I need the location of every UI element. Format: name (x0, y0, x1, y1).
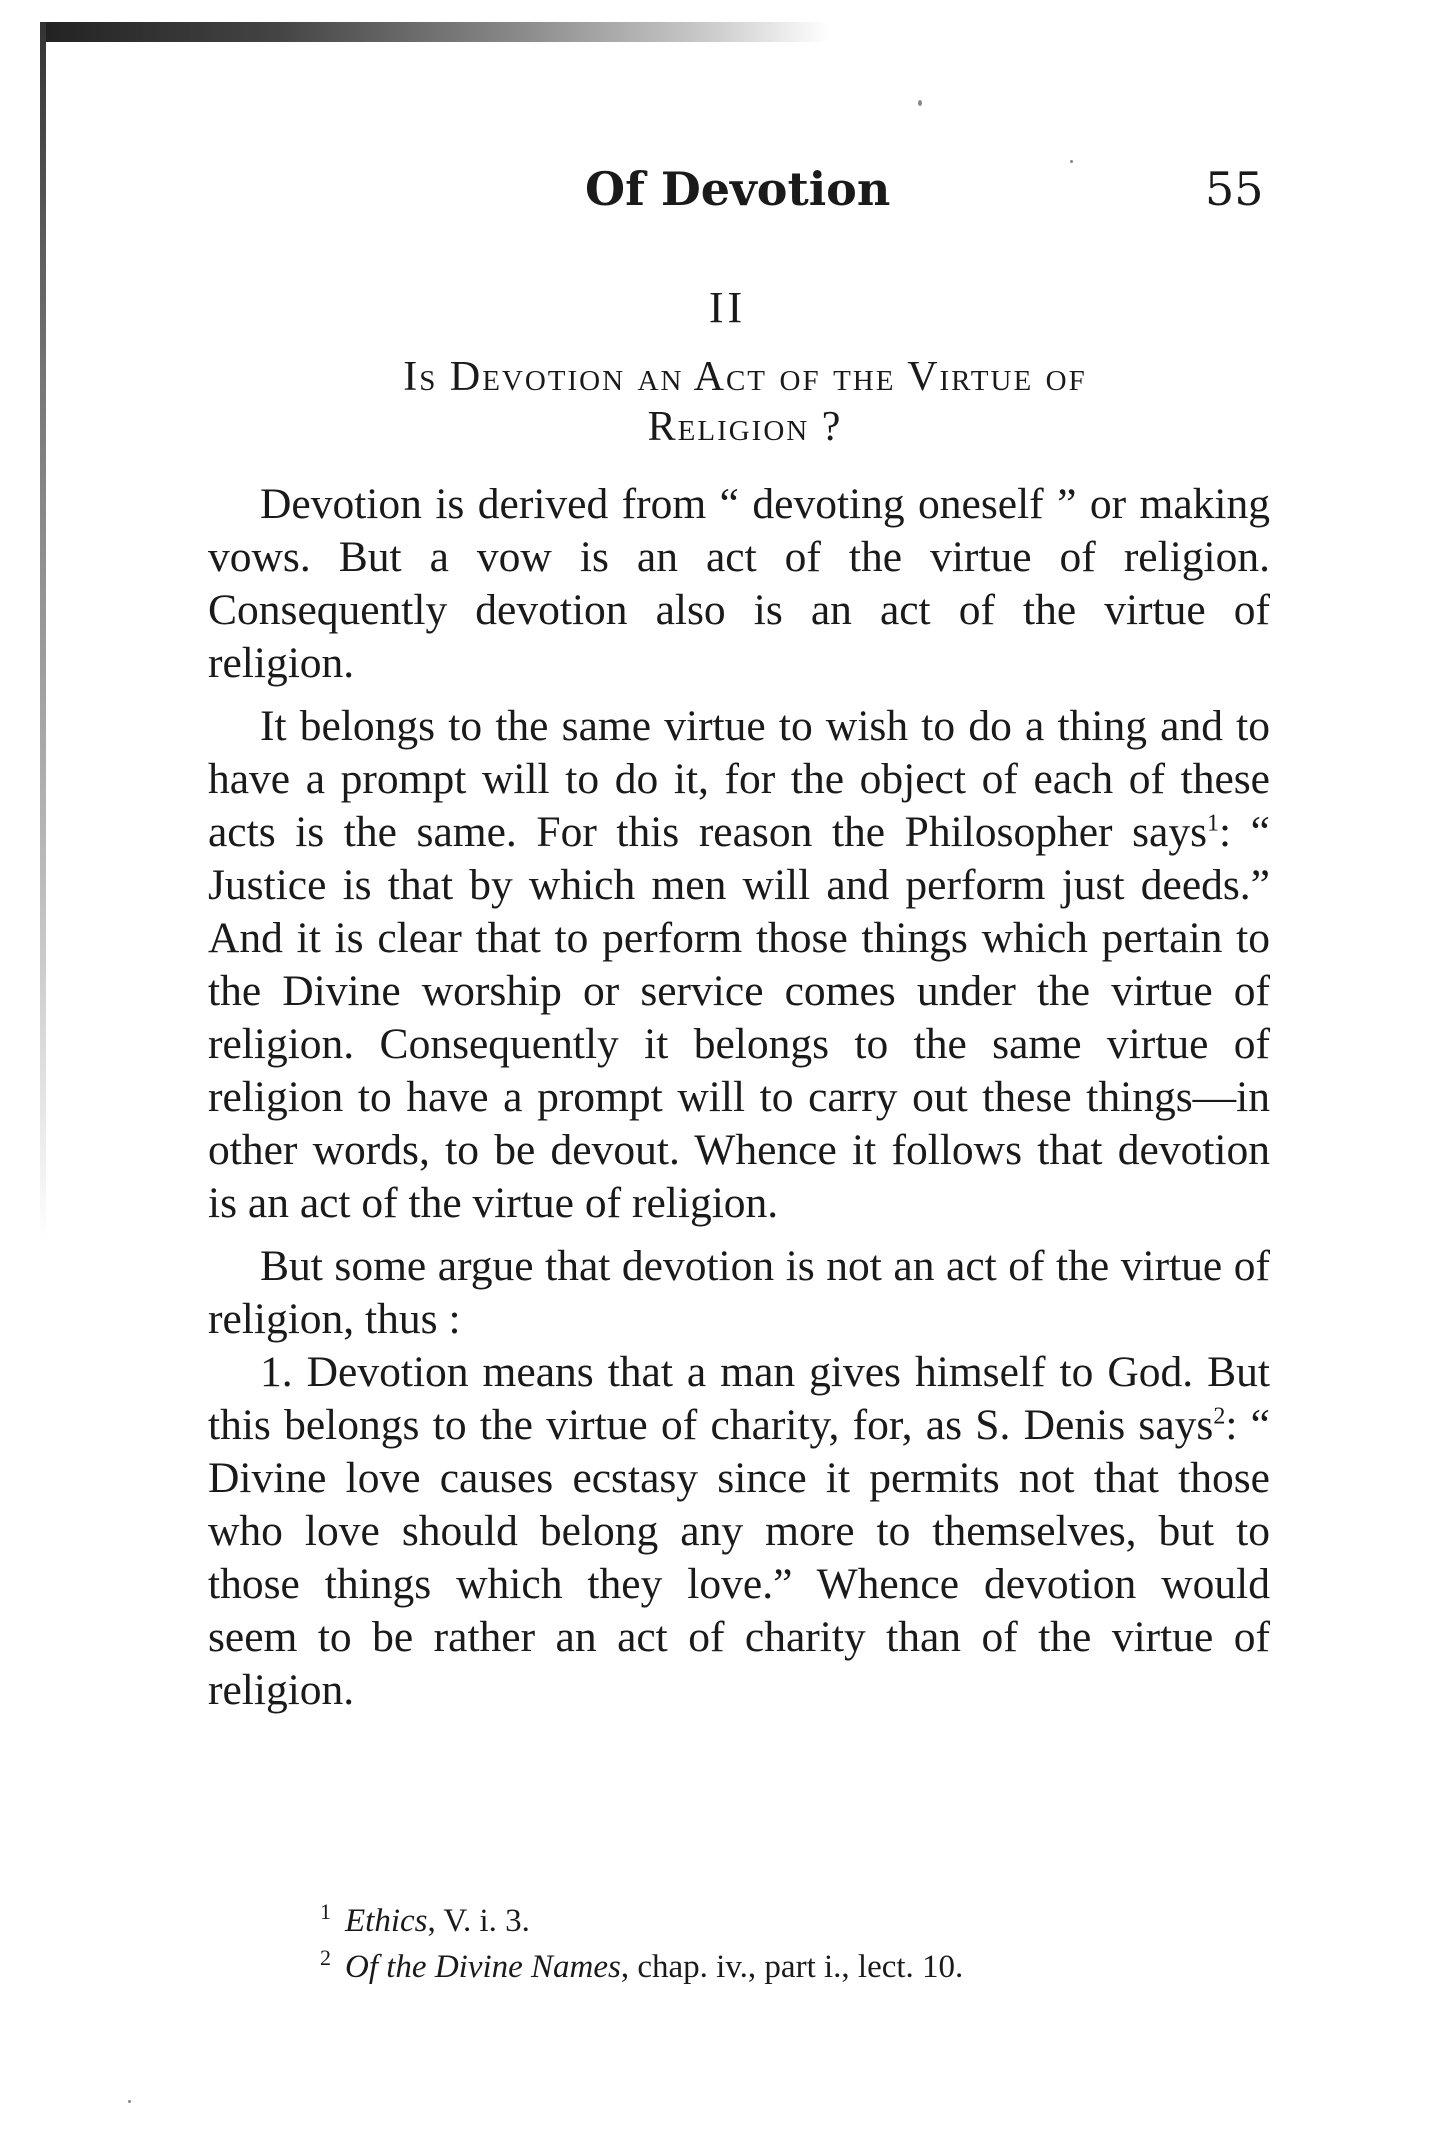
footnote-ref-2: 2 (1213, 1403, 1226, 1430)
paragraph-2-text-a: It belongs to the same virtue to wish to do a thing and to have a prompt will to do it, for the object of each of these acts is the same. For this reason the Philosopher says (208, 702, 1270, 856)
footnote-1-title: Ethics (345, 1903, 428, 1939)
section-heading (280, 352, 1210, 452)
footnote-2 (320, 1944, 1270, 1990)
paragraph-2-text-b: : “ Justice is that by which men will and perform just deeds.” And it is clear that to perform those things which pertain to the Divine worship or service comes under the virtue of religion. Consequently it belongs to the same virtue of religion to have a prompt will to carry out these things—in other words, to be devout. Whence it follows that devotion is an act of the virtue of religion. (208, 808, 1270, 1227)
section-heading-line-2: Religion ? (647, 404, 843, 450)
paragraph-4 (208, 1346, 1270, 1717)
scan-speck (918, 100, 922, 106)
scan-speck (1070, 160, 1073, 163)
footnote-ref-1: 1 (1207, 810, 1219, 837)
paragraph-4-text-a: 1. Devotion means that a man gives himself to God. But this belongs to the virtue of charity, for, as S. Denis says (208, 1348, 1270, 1449)
footnote-2-rest: , chap. iv., part i., lect. 10. (620, 1949, 964, 1985)
scan-shadow-left (40, 22, 46, 1242)
paragraph-2 (208, 700, 1270, 1230)
scan-shadow-top (40, 22, 830, 42)
paragraph-1: Devotion is derived from “ devoting oneself ” or making vows. But a vow is an act of the virtue of religion. Consequently devotion also is an act of the virtue of religion. (208, 480, 1270, 687)
footnotes (320, 1898, 1270, 1990)
paragraph-3: But some argue that devotion is not an act of the virtue of religion, thus : (208, 1242, 1270, 1343)
running-head-title: Of Devotion (585, 162, 891, 216)
footnote-1 (320, 1898, 1270, 1944)
footnote-1-mark: 1 (320, 1899, 331, 1924)
page-number: 55 (1205, 162, 1264, 216)
paragraph-4-text-b: : “ Divine love causes ecstasy since it permits not that those who love should belong any more to themselves, but to those things which they love.” Whence devotion would seem to be rather an act of charity than of the virtue of religion. (208, 1401, 1270, 1714)
scan-speck (128, 2100, 131, 2103)
section-heading-line-1: Is Devotion an Act of the Virtue of (403, 354, 1087, 400)
footnote-1-rest: , V. i. 3. (427, 1903, 530, 1939)
footnote-2-title: Of the Divine Names (345, 1949, 621, 1985)
footnote-2-mark: 2 (320, 1945, 331, 1970)
section-numeral: II (708, 283, 747, 332)
body-text (208, 478, 1270, 1727)
